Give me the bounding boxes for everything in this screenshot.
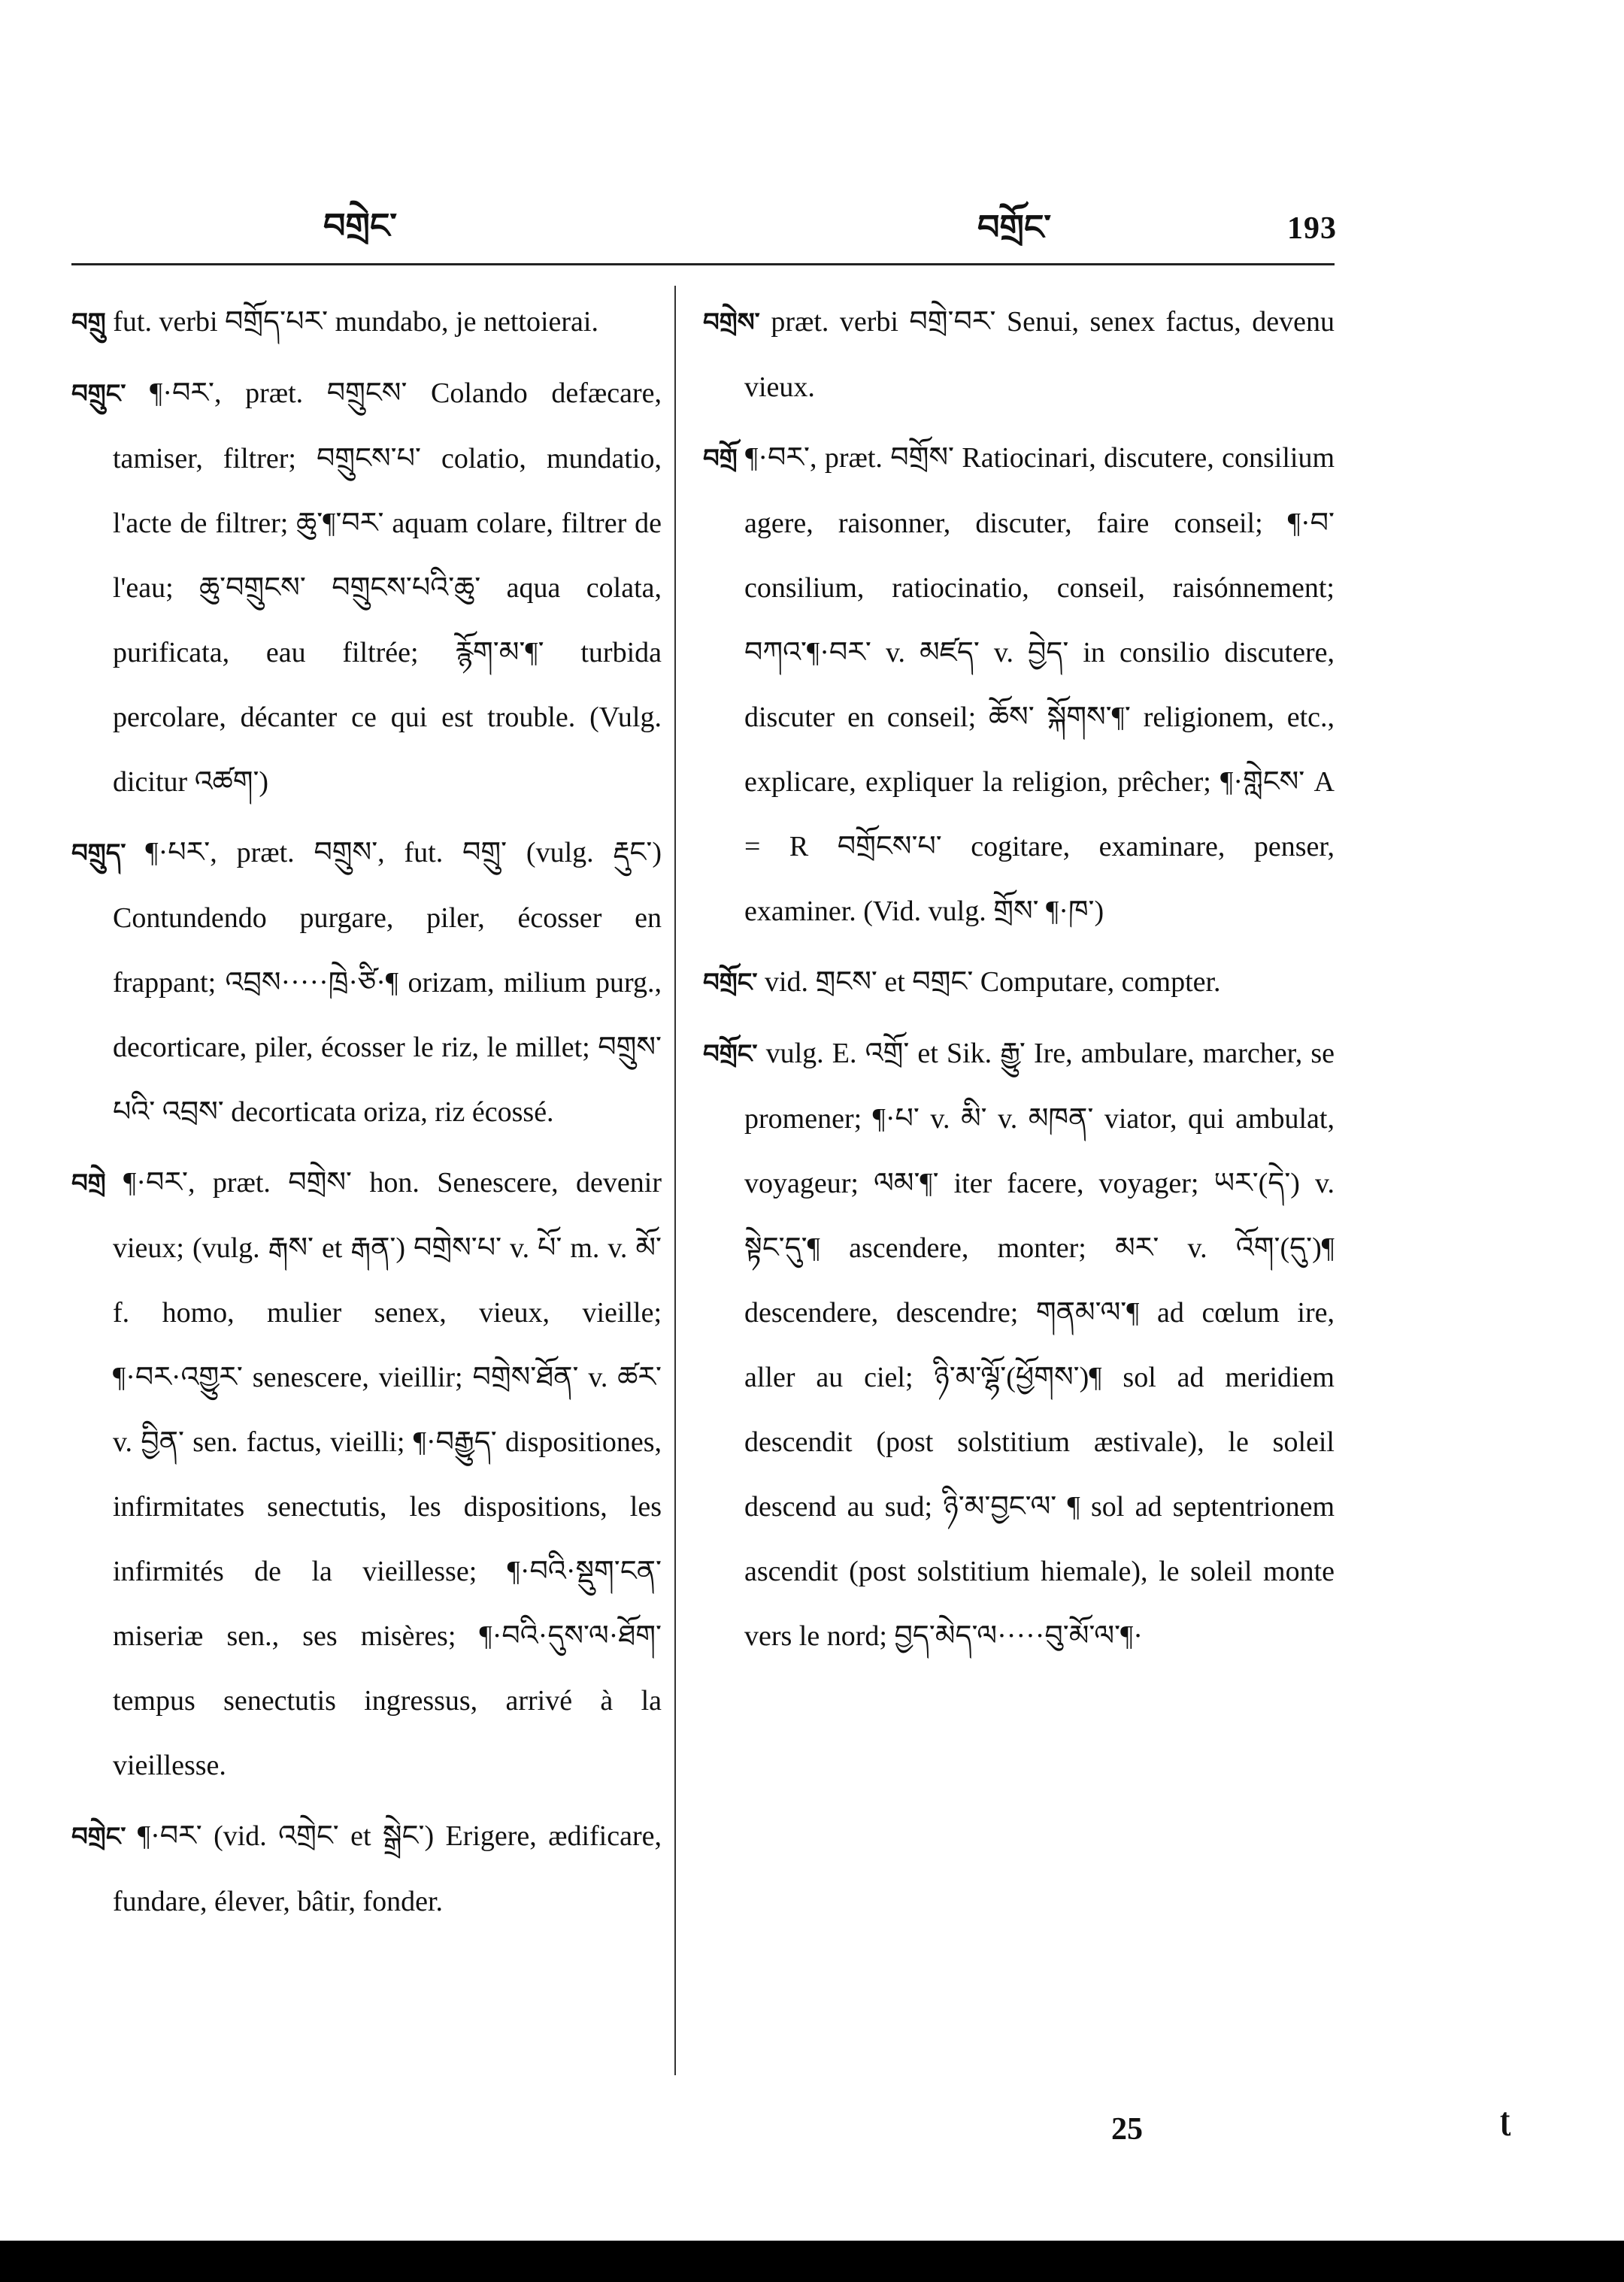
entry-text: ¶·བར་, præt. བགྲོས་ Ratiocinari, discutere, consilium agere, raisonner, discuter, faire conseil; ¶·བ་ consilium, ratiocinatio, conseil, raisónnement; བཀའ་¶·བར་ v. མཛད་ v. བྱེད་ in consilio discutere, discuter en conseil; ཆོས་ སྐོགས་¶་ religionem, etc., explicare, expliquer la religion, prêcher; ¶·གླེངས་ A = R བགྲོངས་པ་ cogitare, examinare, penser, examiner. (Vid. vulg. གྲོས་ ¶·ཁ་) xyxy=(744,442,1335,927)
entry-headword: བགྲུད་ xyxy=(71,838,126,868)
dictionary-entry xyxy=(703,950,1335,1015)
dictionary-entry xyxy=(703,1021,1335,1668)
entry-text: fut. verbi བགྲོད་པར་ mundabo, je nettoierai. xyxy=(113,306,598,338)
dictionary-entry xyxy=(71,361,662,814)
dictionary-entry xyxy=(703,426,1335,944)
entry-text: ¶·བར་, præt. བགྲུངས་ Colando defæcare, tamiser, filtrer; བགྲུངས་པ་ colatio, mundatio, l'acte de filtrer; ཆུ་¶་བར་ aquam colare, filtrer de l'eau; ཆུ་བགྲུངས་ བགྲུངས་པའི་ཆུ་ aqua colata, purificata, eau filtrée; རྙོག་མ་¶་ turbida percolare, décanter ce qui est trouble. (Vulg. dicitur འཚག་) xyxy=(113,377,662,798)
dictionary-entry xyxy=(703,289,1335,420)
entry-headword: བགྲོ xyxy=(703,444,738,474)
right-running-headword: བགྲོང་ xyxy=(977,207,1052,247)
dictionary-entry xyxy=(71,1804,662,1934)
entry-text: vulg. E. འགྲོ་ et Sik. རྒྱུ་ Ire, ambulare, marcher, se promener; ¶·པ་ v. མི་ v. མཁན་ viator, qui ambulat, voyageur; ལམ་¶་ iter facere, voyager; ཡར་(དེ་) v. སྟེང་དུ་¶ ascendere, monter; མར་ v. འོག་(དུ་)¶ descendere, descendre; གནམ་ལ་¶ ad cœlum ire, aller au ciel; ཉི་མ་ལྷོ་(ཕྱོགས་)¶ sol ad meridiem descendit (post solstitium æstivale), le soleil descend au sud; ཉི་མ་བྱང་ལ་ ¶ sol ad septentrionem ascendit (post solstitium hiemale), le soleil monte vers le nord; བྱད་མེད་ལ·····བུ་མོ་ལ་¶· xyxy=(744,1038,1335,1652)
column-divider xyxy=(674,286,676,2075)
entry-text: præt. verbi བགྲེ་བར་ Senui, senex factus, devenu vieux. xyxy=(744,306,1335,403)
corner-mark: ʈ xyxy=(1500,2102,1510,2136)
entry-headword: བགྲུ xyxy=(71,308,106,338)
dictionary-entry xyxy=(71,289,662,355)
entry-text: vid. གྲངས་ et བགྲང་ Computare, compter. xyxy=(765,966,1221,998)
entry-headword: བགྲེས་ xyxy=(703,308,760,338)
dictionary-entry xyxy=(71,1150,662,1798)
page-header xyxy=(0,180,1624,263)
entry-headword: བགྲོང་ xyxy=(703,1039,758,1069)
left-running-headword: བགྲེང་ xyxy=(323,205,398,246)
entry-text: ¶·བར་, præt. བགྲེས་ hon. Senescere, devenir vieux; (vulg. རྒས་ et རྒན་) བགྲེས་པ་ v. པོ་ m. v. མོ་ f. homo, mulier senex, vieux, vieille; ¶·བར·འགྱུར་ senescere, vieillir; བགྲེས་ཐོན་ v. ཚར་ v. བྱིན་ sen. factus, vieilli; ¶·བརྒྱུད་ dispositiones, infirmitates senectutis, les dispositions, les infirmités de la vieillesse; ¶·བའི·སྡུག་ངན་ miseriæ sen., ses misères; ¶·བའི·དུས་ལ·ཐོག་ tempus senectutis ingressus, arrivé à la vieillesse. xyxy=(113,1167,662,1781)
entry-headword: བགྲེང་ xyxy=(71,1822,126,1852)
header-rule xyxy=(71,263,1335,265)
scan-edge-bar xyxy=(0,2241,1624,2282)
entry-headword: བགྲོང་ xyxy=(703,968,758,998)
entry-text: ¶·བར་ (vid. འགྲེང་ et སྒྲེང་) Erigere, ædificare, fundare, élever, bâtir, fonder. xyxy=(113,1820,662,1917)
page-number: 193 xyxy=(1287,211,1337,246)
dictionary-entry xyxy=(71,820,662,1144)
right-column xyxy=(703,289,1335,1674)
entry-headword: བགྲུང་ xyxy=(71,379,126,409)
entry-headword: བགྲེ xyxy=(71,1168,106,1199)
signature-mark: 25 xyxy=(1111,2112,1143,2147)
left-column xyxy=(71,289,662,1940)
entry-text: ¶·པར་, præt. བགྲུས་, fut. བགྲུ་ (vulg. རྡུང་) Contundendo purgare, piler, écosser en frappant; འབྲས·····ཁྲེ·ཙི·¶ orizam, milium purg., decorticare, piler, écosser le riz, le millet; བགྲུས་པའི་ འབྲས་ decorticata oriza, riz écossé. xyxy=(113,837,662,1128)
